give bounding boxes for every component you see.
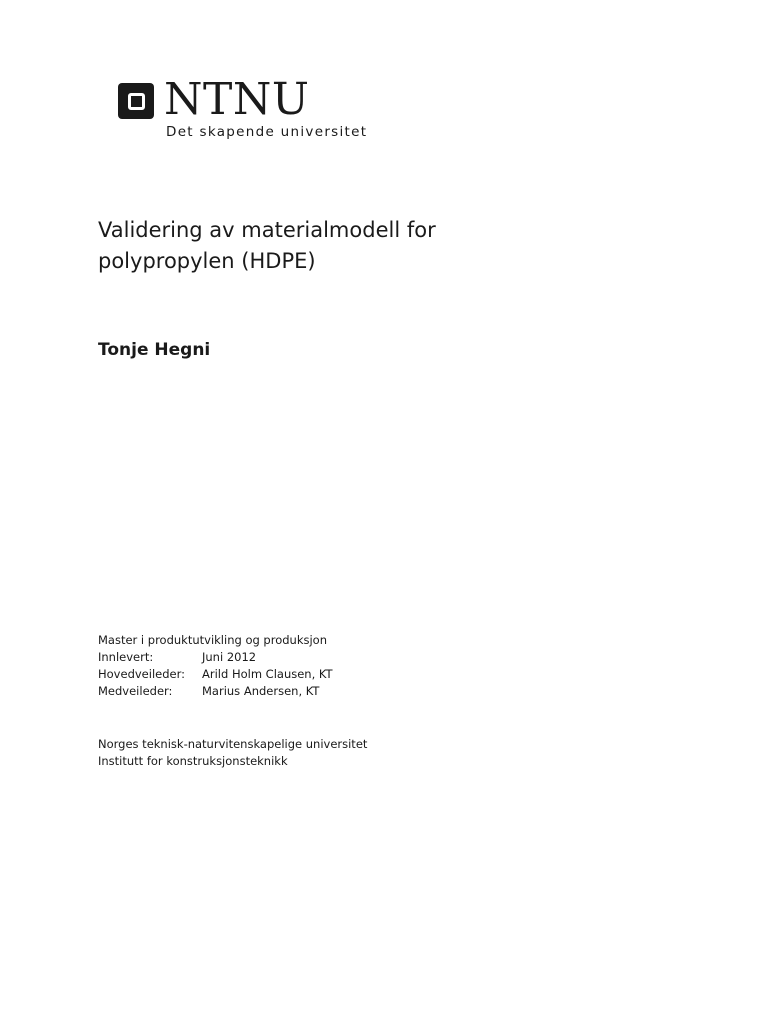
- thesis-title-line-1: Validering av materialmodell for: [98, 218, 436, 242]
- logo-tagline: Det skapende universitet: [166, 124, 368, 140]
- university-name: Norges teknisk-naturvitenskapelige universitet: [98, 737, 368, 751]
- ntnu-logo-icon: [118, 83, 154, 119]
- author-name: Tonje Hegni: [98, 340, 211, 360]
- detail-label: Medveileder:: [98, 684, 173, 698]
- thesis-details: [98, 632, 333, 700]
- detail-label: Innlevert:: [98, 650, 154, 664]
- program-name: Master i produktutvikling og produksjon: [98, 633, 328, 647]
- program-line: [98, 632, 333, 649]
- ntnu-logo: [118, 74, 368, 146]
- thesis-title-line-2: polypropylen (HDPE): [98, 249, 316, 273]
- thesis-title: [98, 215, 518, 277]
- detail-row-co-supervisor: [98, 683, 333, 700]
- institution-block: [98, 736, 367, 770]
- detail-value: Arild Holm Clausen, KT: [202, 667, 333, 681]
- logo-wordmark: NTNU: [164, 74, 310, 125]
- detail-row-submitted: [98, 649, 333, 666]
- detail-row-supervisor: [98, 666, 333, 683]
- department-name: Institutt for konstruksjonsteknikk: [98, 754, 288, 768]
- detail-value: Marius Andersen, KT: [202, 684, 320, 698]
- detail-value: Juni 2012: [202, 650, 257, 664]
- detail-label: Hovedveileder:: [98, 667, 185, 681]
